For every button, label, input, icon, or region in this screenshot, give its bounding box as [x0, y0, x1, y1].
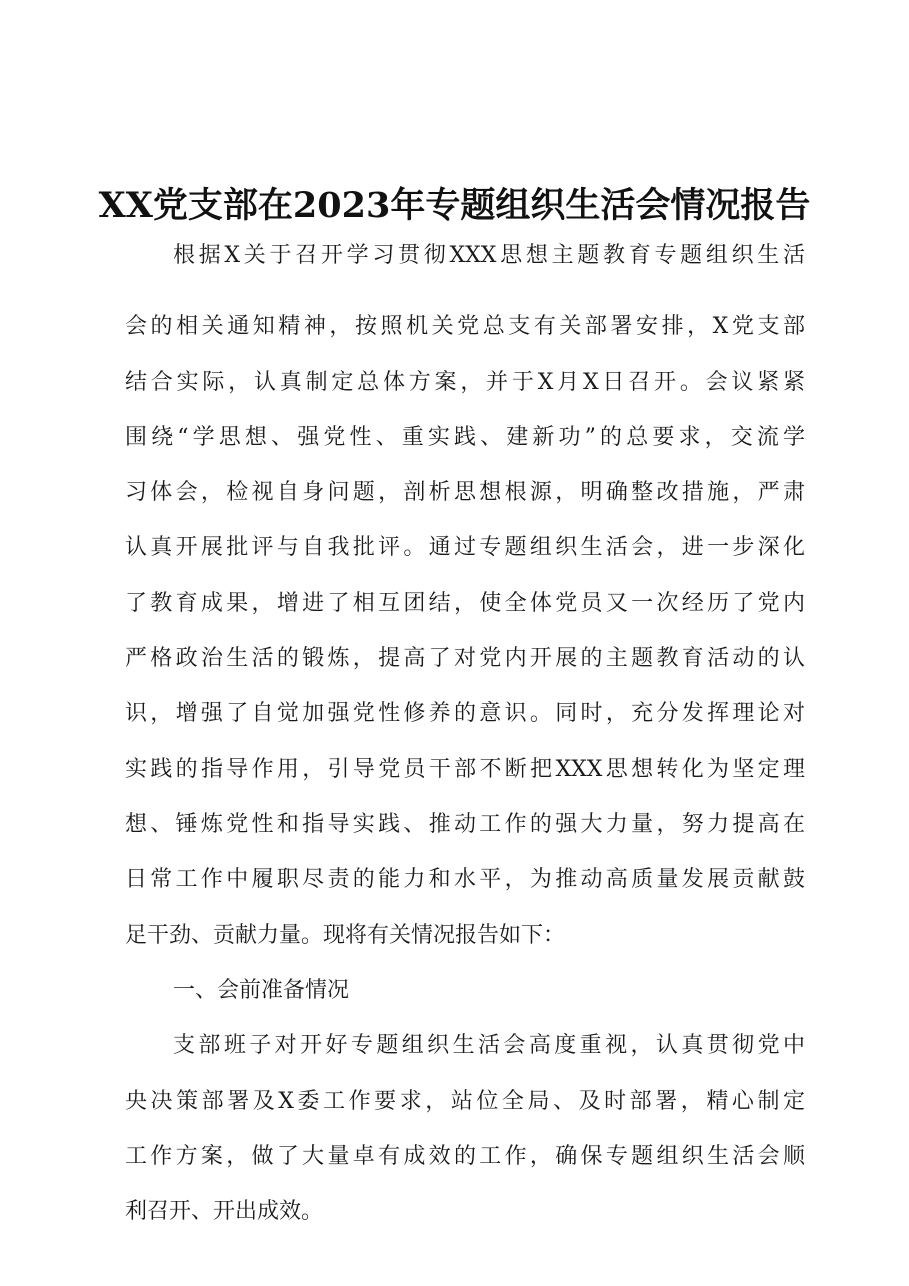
- document-title: XX党支部在2023年专题组织生活会情况报告: [98, 185, 811, 226]
- paragraph-1-line-11: 想、锤炼党性和指导实践、推动工作的强大力量，努力提高在: [125, 812, 805, 837]
- paragraph-2-line-4: 利召开、开出成效。: [125, 1199, 324, 1224]
- paragraph-1-line-3: 结合实际，认真制定总体方案，并于X月X日召开。会议紧紧: [125, 370, 805, 395]
- paragraph-2-line-3: 工作方案，做了大量卓有成效的工作，确保专题组织生活会顺: [125, 1144, 805, 1169]
- paragraph-2-line-2: 央决策部署及X委工作要求，站位全局、及时部署，精心制定: [125, 1089, 805, 1114]
- paragraph-1-line-7: 了教育成果，增进了相互团结，使全体党员又一次经历了党内: [125, 591, 805, 616]
- paragraph-1-line-6: 认真开展批评与自我批评。通过专题组织生活会，进一步深化: [125, 535, 805, 560]
- paragraph-1-line-8: 严格政治生活的锻炼，提高了对党内开展的主题教育活动的认: [125, 646, 805, 671]
- section-heading: 一、会前准备情况: [173, 978, 350, 1003]
- paragraph-1-line-10: 实践的指导作用，引导党员干部不断把XXX思想转化为坚定理: [125, 757, 805, 782]
- paragraph-1-line-2: 会的相关通知精神，按照机关党总支有关部署安排，X党支部: [125, 314, 805, 339]
- paragraph-1-line-9: 识，增强了自觉加强党性修养的意识。同时，充分发挥理论对: [125, 701, 805, 726]
- paragraph-1-line-1: 根据X关于召开学习贯彻XXX思想主题教育专题组织生活: [173, 243, 805, 268]
- paragraph-1-line-13: 足干劲、贡献力量。现将有关情况报告如下：: [125, 923, 566, 948]
- paragraph-1-line-12: 日常工作中履职尽责的能力和水平，为推动高质量发展贡献鼓: [125, 867, 805, 892]
- paragraph-1-line-5: 习体会，检视自身问题，剖析思想根源，明确整改措施，严肃: [125, 480, 805, 505]
- paragraph-1-line-4: 围绕“学思想、强党性、重实践、建新功”的总要求，交流学: [125, 425, 805, 450]
- paragraph-2-line-1: 支部班子对开好专题组织生活会高度重视，认真贯彻党中: [173, 1033, 805, 1058]
